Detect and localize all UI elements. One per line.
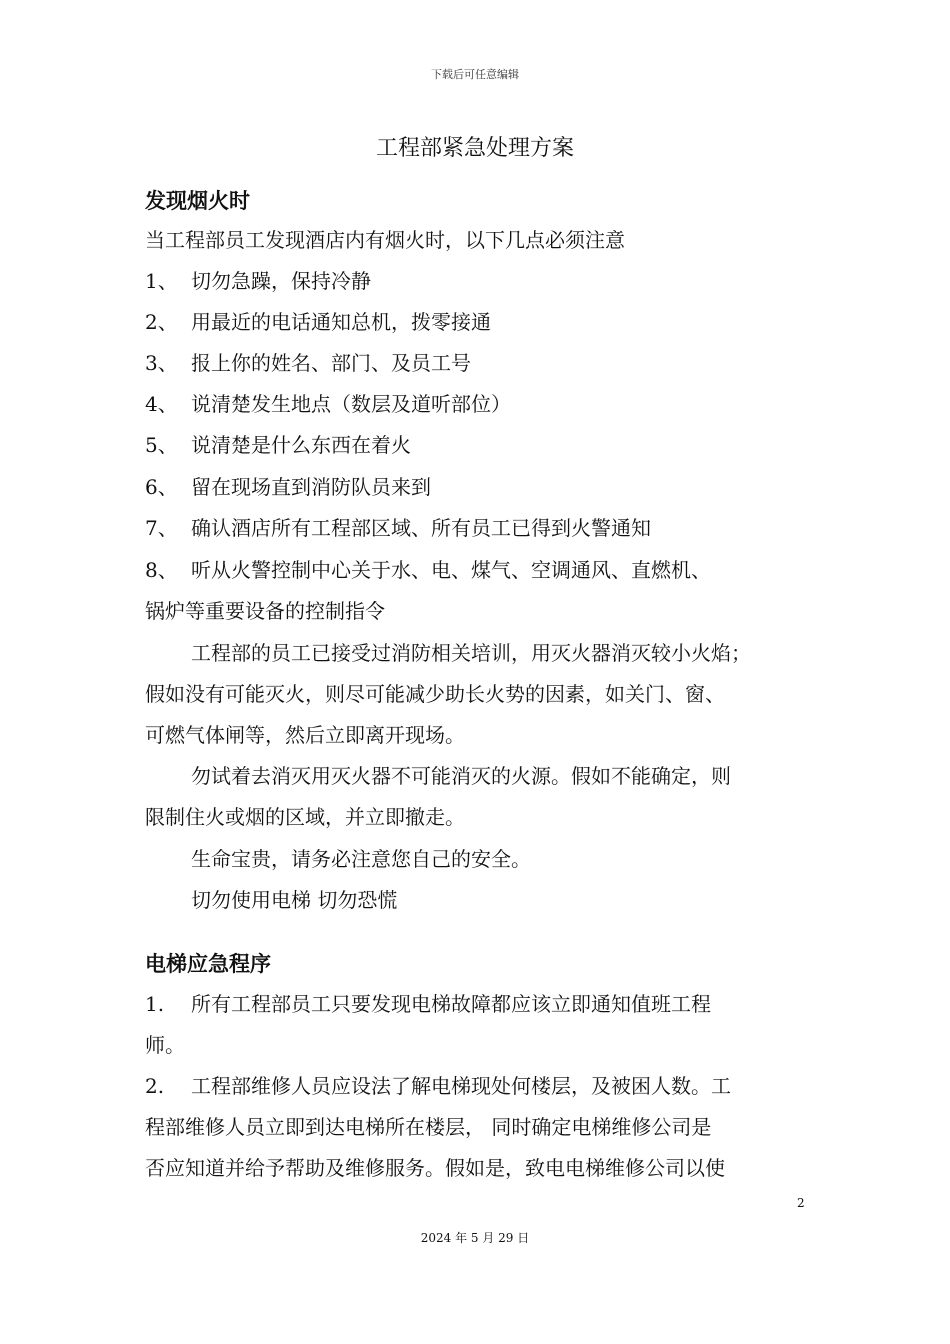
list-item-number: 2.: [145, 1074, 165, 1098]
list-item-text: 确认酒店所有工程部区域、所有员工已得到火警通知: [191, 516, 651, 540]
list-item-text: 报上你的姓名、部门、及员工号: [191, 351, 471, 375]
list-item-text: 工程部维修人员应设法了解电梯现处何楼层，及被困人数。工: [191, 1074, 731, 1098]
list-item-number: 7、: [145, 516, 178, 540]
section-intro: 当工程部员工发现酒店内有烟火时，以下几点必须注意: [145, 228, 625, 252]
list-item: [145, 431, 411, 459]
paragraph-line: 勿试着去消灭用灭火器不可能消灭的火源。假如不能确定，则: [191, 764, 731, 788]
warning-line: 切勿使用电梯 切勿恐慌: [191, 888, 398, 912]
section-heading-fire: 发现烟火时: [145, 189, 250, 213]
list-item-continuation: 否应知道并给予帮助及维修服务。假如是，致电电梯维修公司以使: [145, 1156, 725, 1180]
header-note: 下载后可任意编辑: [431, 68, 519, 81]
list-item-number: 8、: [145, 558, 178, 582]
list-item: [145, 473, 431, 501]
list-item-text: 留在现场直到消防队员来到: [191, 475, 431, 499]
list-item: [145, 390, 511, 418]
section-heading-elevator: 电梯应急程序: [145, 952, 271, 976]
list-item-text: 用最近的电话通知总机，拨零接通: [191, 310, 491, 334]
list-item: [145, 556, 711, 584]
list-item-text: 听从火警控制中心关于水、电、煤气、空调通风、直燃机、: [191, 558, 711, 582]
paragraph-line: 限制住火或烟的区域，并立即撤走。: [145, 805, 465, 829]
list-item: [145, 349, 471, 377]
list-item-text: 说清楚发生地点（数层及道听部位）: [191, 392, 511, 416]
list-item-number: 2、: [145, 310, 178, 334]
list-item-number: 6、: [145, 475, 178, 499]
list-item: [145, 267, 371, 295]
list-item: [145, 990, 711, 1018]
list-item-number: 3、: [145, 351, 178, 375]
list-item-continuation: 师。: [145, 1033, 185, 1057]
paragraph-line: 假如没有可能灭火，则尽可能减少助长火势的因素，如关门、窗、: [145, 682, 725, 706]
list-item-continuation: 程部维修人员立即到达电梯所在楼层， 同时确定电梯维修公司是: [145, 1115, 712, 1139]
list-item: [145, 514, 651, 542]
list-item-number: 1.: [145, 992, 165, 1016]
list-item-text: 切勿急躁，保持冷静: [191, 269, 371, 293]
list-item-text: 所有工程部员工只要发现电梯故障都应该立即通知值班工程: [191, 992, 711, 1016]
list-item-number: 5、: [145, 433, 178, 457]
list-item-number: 1、: [145, 269, 178, 293]
page-number: 2: [797, 1196, 805, 1210]
paragraph-line: 工程部的员工已接受过消防相关培训，用灭火器消灭较小火焰；: [191, 641, 751, 665]
list-item: [145, 1072, 731, 1100]
safety-note: 生命宝贵，请务必注意您自己的安全。: [191, 847, 531, 871]
list-item-continuation: 锅炉等重要设备的控制指令: [145, 599, 385, 623]
list-item: [145, 308, 491, 336]
list-item-text: 说清楚是什么东西在着火: [191, 433, 411, 457]
paragraph-line: 可燃气体闸等，然后立即离开现场。: [145, 723, 465, 747]
list-item-number: 4、: [145, 392, 178, 416]
footer-date: 2024 年 5 月 29 日: [420, 1231, 530, 1245]
document-title: 工程部紧急处理方案: [375, 136, 574, 161]
